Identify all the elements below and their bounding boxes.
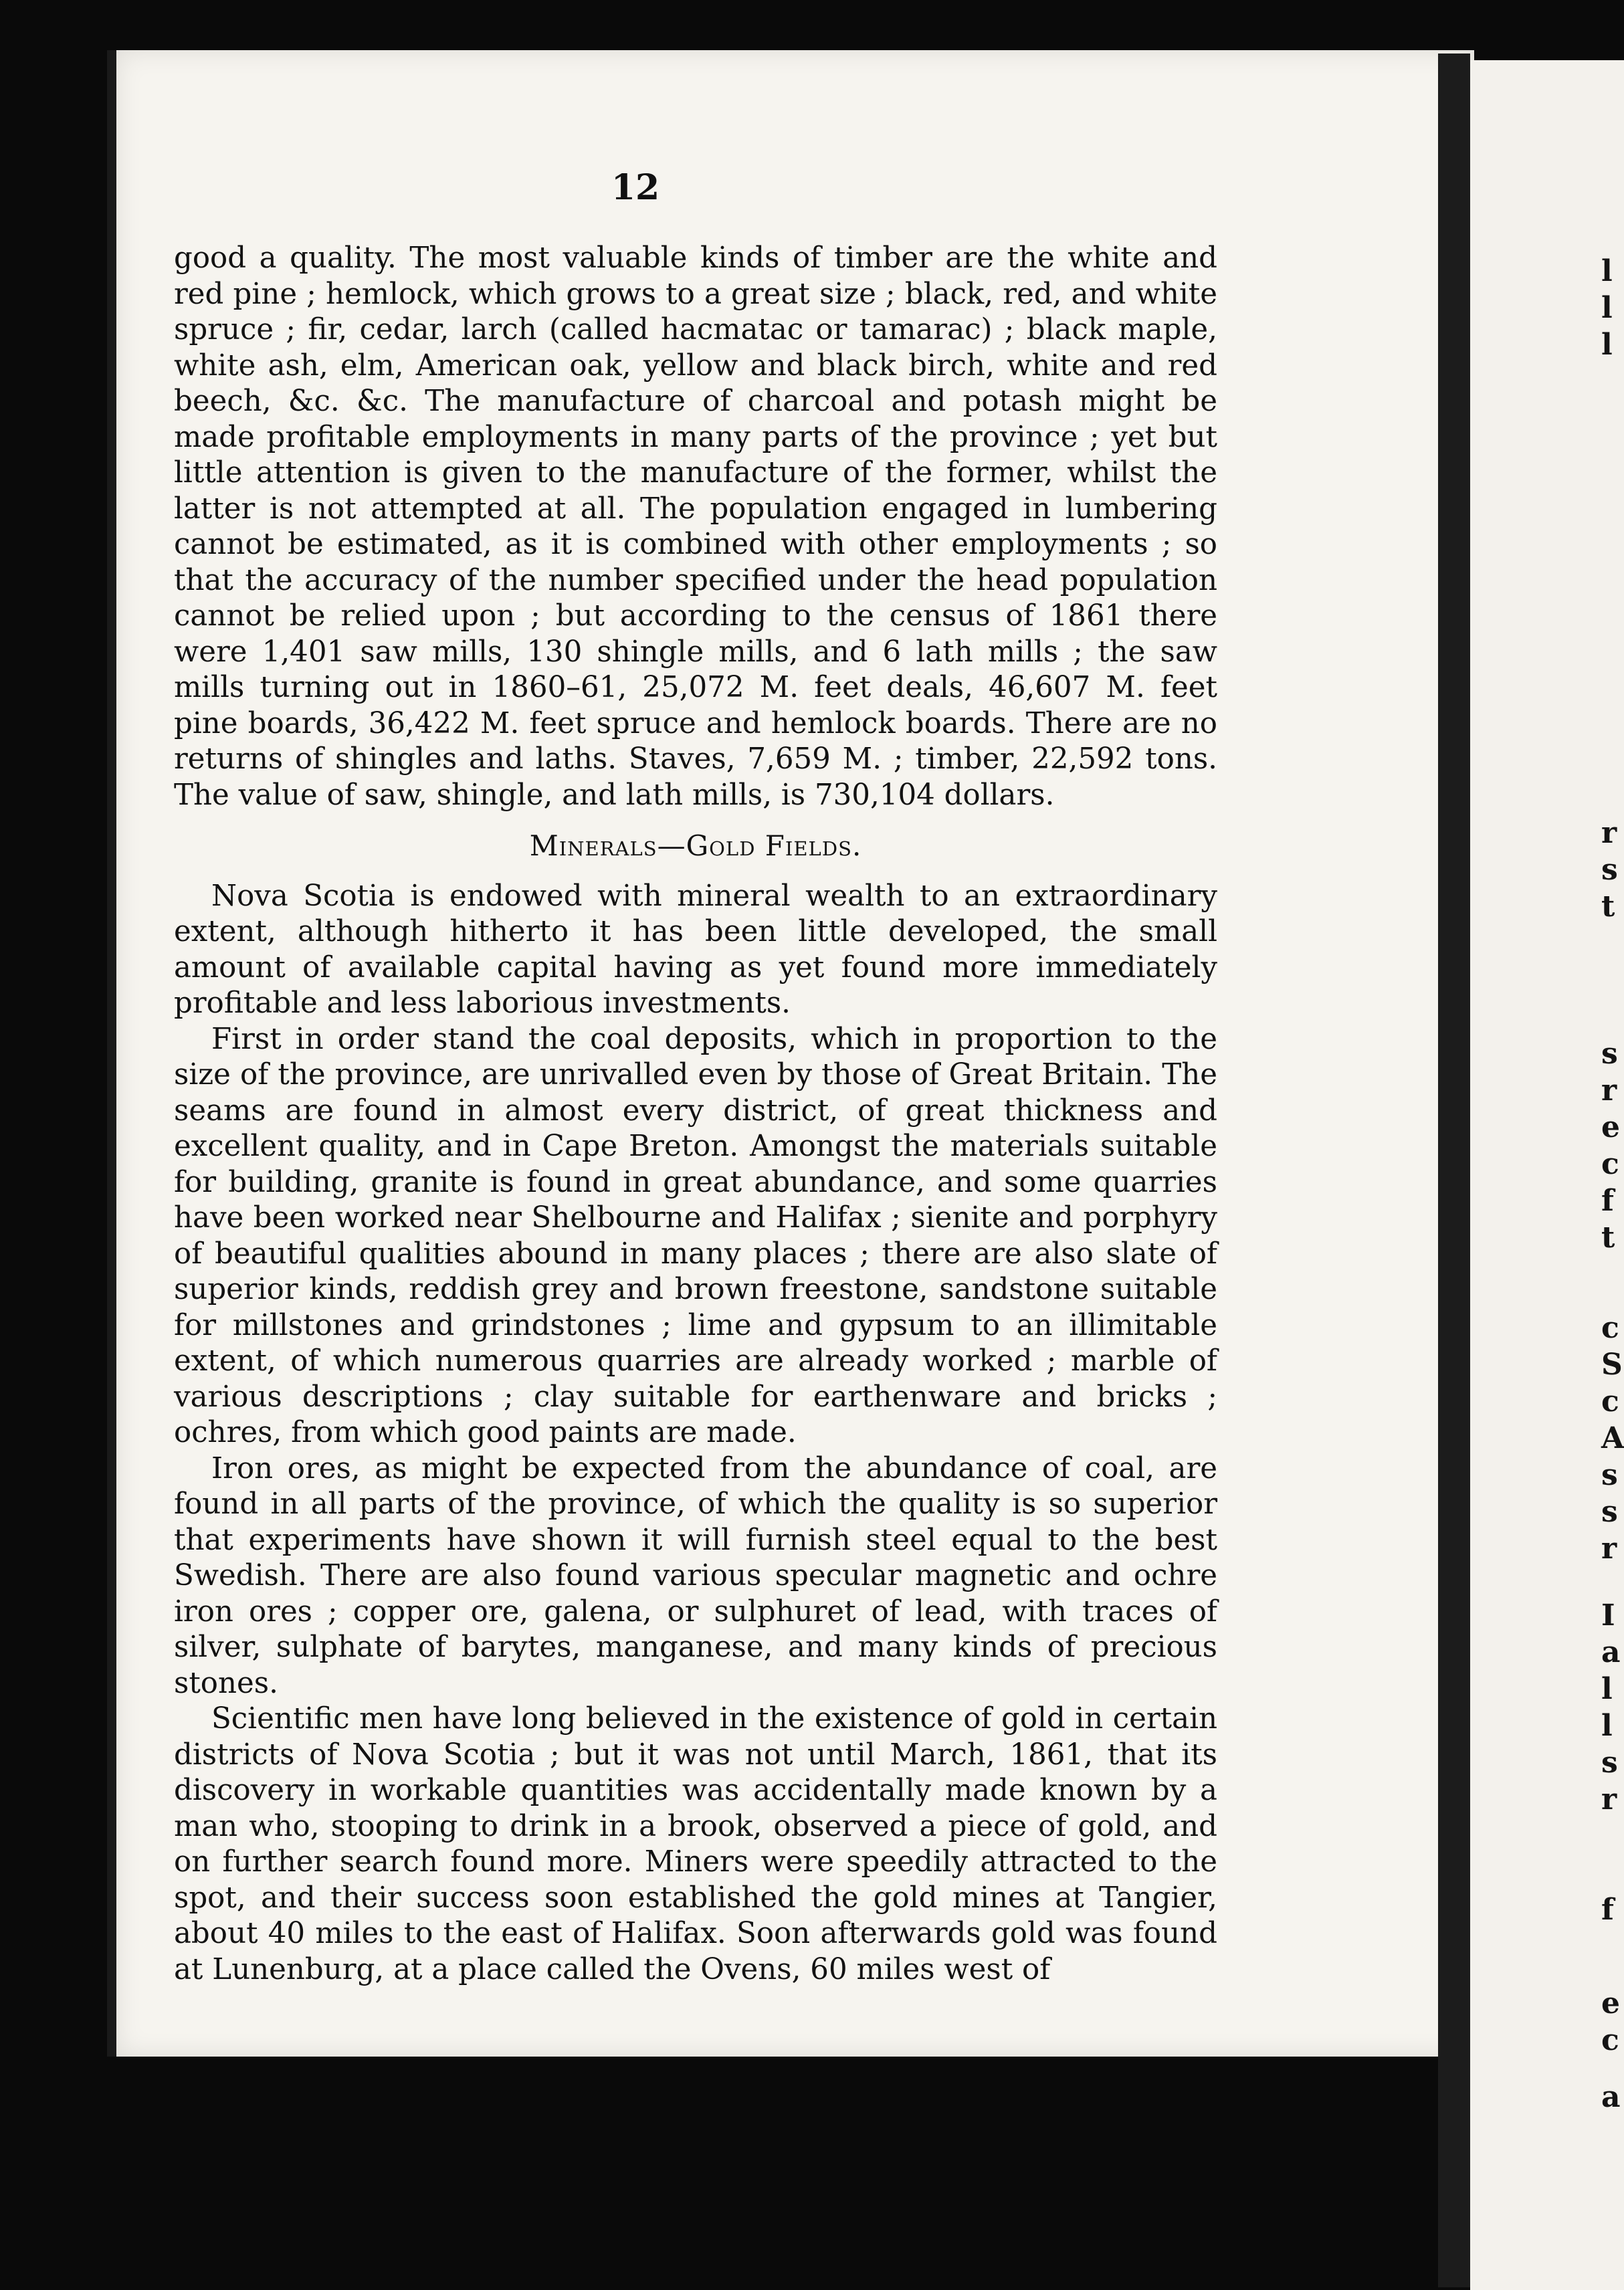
- adjacent-page-edge: [1470, 60, 1624, 2290]
- paragraph-timber: good a quality. The most valuable kinds of timber are the white and red pine ; hemlock, which grows to a great size ; black, red, and white spruce ; fir, cedar, larch (called hacmatac or tamarac) ; black maple, white ash, elm, American oak, yellow and black birch, white and red beech, &c. &c. The manufacture of charcoal and potash might be made profitable employments in many parts of the province ; yet but little attention is given to the manufacture of the former, whilst the latter is not attempted at all. The population engaged in lumbering cannot be estimated, as it is combined with other employments ; so that the accuracy of the number specified under the head population cannot be relied upon ; but according to the census of 1861 there were 1,401 saw mills, 130 shingle mills, and 6 lath mills ; the saw mills turning out in 1860–61, 25,072 M. feet deals, 46,607 M. feet pine boards, 36,422 M. feet spruce and hemlock boards. There are no returns of shingles and laths. Staves, 7,659 M. ; timber, 22,592 tons. The value of saw, shingle, and lath mills, is 730,104 dollars.: [174, 241, 1217, 812]
- adjacent-letter: t: [1601, 1221, 1615, 1255]
- book-gutter-shadow: [1438, 54, 1470, 2287]
- adjacent-letter: e: [1601, 1110, 1620, 1144]
- adjacent-letter: a: [1601, 2080, 1621, 2114]
- adjacent-letter: c: [1601, 1384, 1619, 1419]
- adjacent-letter: e: [1601, 1986, 1620, 2020]
- adjacent-letter: s: [1601, 853, 1618, 887]
- adjacent-letter: S: [1601, 1348, 1623, 1382]
- adjacent-letter: r: [1601, 816, 1617, 850]
- adjacent-letter: l: [1601, 1709, 1613, 1743]
- adjacent-letter: A: [1601, 1421, 1624, 1455]
- paragraph-coal-deposits: First in order stand the coal deposits, which in proportion to the size of the province, are unrivalled even by those of Great Britain. The seams are found in almost every district, of great thickness and excellent quality, and in Cape Breton. Amongst the materials suitable for building, granite is found in great abundance, and some quarries have been worked near Shelbourne and Halifax ; sienite and porphyry of beautiful qualities abound in many places ; there are also slate of superior kinds, reddish grey and brown freestone, sandstone suitable for millstones and grindstones ; lime and gypsum to an illimitable extent, of which numerous quarries are already worked ; marble of various descriptions ; clay suitable for earthenware and bricks ; ochres, from which good paints are made.: [174, 1022, 1217, 1449]
- adjacent-letter: l: [1601, 254, 1613, 288]
- adjacent-letter: f: [1601, 1184, 1614, 1218]
- page-number: 12: [611, 167, 660, 208]
- paragraph-minerals-intro: Nova Scotia is endowed with mineral wealth to an extraordinary extent, although hitherto it has been little developed, the small amount of available capital having as yet found more immediately profitable and less laborious investments.: [174, 879, 1217, 1020]
- adjacent-letter: c: [1601, 2023, 1619, 2057]
- section-heading: Minerals—Gold Fields.: [529, 829, 862, 862]
- paragraph-gold-discovery: Scientific men have long believed in the existence of gold in certain districts of Nova Scotia ; but it was not until March, 1861, that its discovery in workable quantities was accidentally made known by a man who, stooping to drink in a brook, observed a piece of gold, and on further search found more. Miners were speedily attracted to the spot, and their success soon established the gold mines at Tangier, about 40 miles to the east of Halifax. Soon afterwards gold was found at Lunenburg, at a place called the Ovens, 60 miles west of: [174, 1702, 1217, 1986]
- adjacent-letter: I: [1601, 1598, 1615, 1633]
- adjacent-letter: r: [1601, 1073, 1617, 1108]
- adjacent-letter: l: [1601, 1672, 1613, 1706]
- adjacent-letter: r: [1601, 1782, 1617, 1816]
- adjacent-letter: s: [1601, 1746, 1618, 1780]
- body-text: [174, 241, 1217, 1988]
- adjacent-letter: s: [1601, 1037, 1618, 1071]
- adjacent-letter: s: [1601, 1495, 1618, 1529]
- adjacent-letter: r: [1601, 1532, 1617, 1566]
- adjacent-letter: l: [1601, 328, 1613, 362]
- adjacent-letter: c: [1601, 1311, 1619, 1345]
- adjacent-letter: s: [1601, 1458, 1618, 1492]
- paragraph-iron-ores: Iron ores, as might be expected from the abundance of coal, are found in all parts of the province, of which the quality is so superior that experiments have shown it will furnish steel equal to the best Swedish. There are also found various specular magnetic and ochre iron ores ; copper ore, galena, or sulphuret of lead, with traces of silver, sulphate of barytes, manganese, and many kinds of precious stones.: [174, 1451, 1217, 1700]
- adjacent-letter: a: [1601, 1635, 1621, 1669]
- adjacent-letter: l: [1601, 291, 1613, 325]
- adjacent-letter: f: [1601, 1893, 1614, 1927]
- adjacent-letter: c: [1601, 1147, 1619, 1181]
- adjacent-letter: t: [1601, 890, 1615, 924]
